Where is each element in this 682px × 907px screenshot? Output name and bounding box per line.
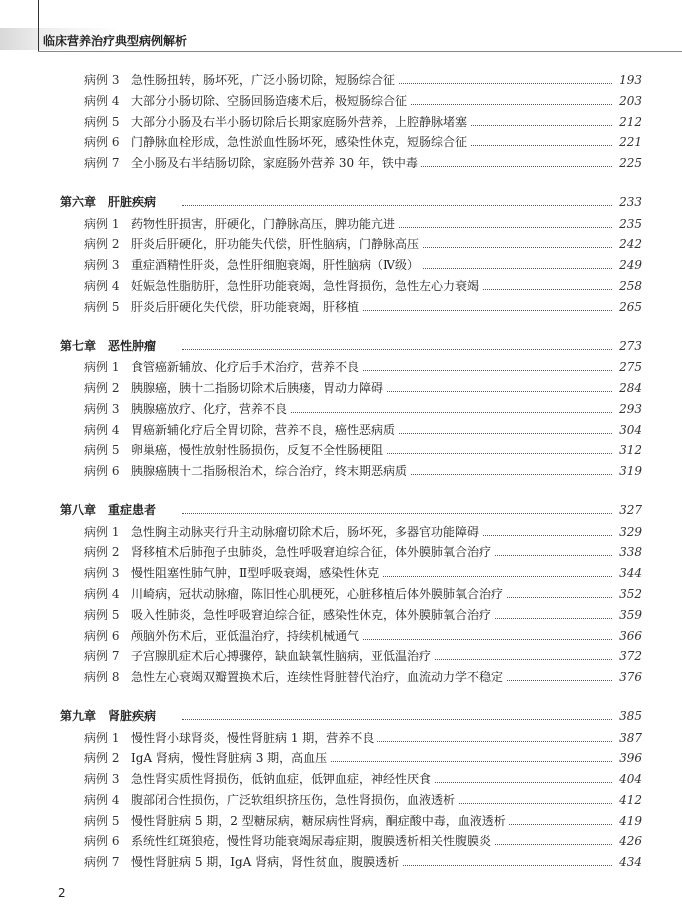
toc-entry[interactable] xyxy=(0,214,682,235)
case-description: 川崎病，冠状动脉瘤，陈旧性心肌梗死，心脏移植后体外膜肺氧合治疗 xyxy=(131,584,506,605)
case-description: 急性肾实质性肾损伤，低钠血症，低钾血症，神经性厌食 xyxy=(131,769,434,790)
toc-entry[interactable] xyxy=(0,605,682,626)
chapter-page-number: 273 xyxy=(616,336,642,357)
entry-page-number: 249 xyxy=(616,255,642,276)
entry-page-number: 387 xyxy=(616,728,642,749)
toc-entry[interactable] xyxy=(0,420,682,441)
toc-chapter-heading[interactable] xyxy=(0,500,682,521)
case-description: 大部分小肠切除、空肠回肠造瘘术后，极短肠综合征 xyxy=(131,91,410,112)
toc-chapter-heading[interactable] xyxy=(0,192,682,213)
case-description: 子宫腺肌症术后心搏骤停，缺血缺氧性脑病，亚低温治疗 xyxy=(131,646,434,667)
chapter-title: 第六章 肝脏疾病 xyxy=(60,194,157,209)
case-number: 病例 2 xyxy=(84,751,120,766)
chapter-page-number: 327 xyxy=(616,500,642,521)
entry-page-number: 404 xyxy=(616,769,642,790)
case-description: 系统性红斑狼疮，慢性肾功能衰竭尿毒症期，腹膜透析相关性腹膜炎 xyxy=(131,831,494,852)
case-number: 病例 6 xyxy=(84,464,120,479)
case-number: 病例 1 xyxy=(84,524,120,539)
case-number: 病例 8 xyxy=(84,670,120,685)
chapter-title: 第七章 恶性肿瘤 xyxy=(60,338,157,353)
toc-chapter xyxy=(0,192,682,318)
case-description: 急性胸主动脉夹行升主动脉瘤切除术后，肠坏死，多器官功能障碍 xyxy=(131,522,482,543)
page-number-folio: 2 xyxy=(58,886,66,900)
case-description: 大部分小肠及右半小肠切除后长期家庭肠外营养，上腔静脉堵塞 xyxy=(131,112,470,133)
toc-entry[interactable] xyxy=(0,626,682,647)
entry-page-number: 426 xyxy=(616,831,642,852)
entry-page-number: 242 xyxy=(616,234,642,255)
toc-entry[interactable] xyxy=(0,522,682,543)
case-description: 急性肠扭转，肠坏死，广泛小肠切除，短肠综合征 xyxy=(131,70,398,91)
toc-entry[interactable] xyxy=(0,542,682,563)
case-description: 胰腺癌放疗、化疗，营养不良 xyxy=(131,399,290,420)
dot-leader xyxy=(182,349,612,350)
toc-entry[interactable] xyxy=(0,811,682,832)
case-description: 慢性肾脏病 5 期，IgA 肾病，肾性贫血，腹膜透析 xyxy=(131,852,402,873)
case-number: 病例 7 xyxy=(84,855,120,870)
entry-page-number: 412 xyxy=(616,790,642,811)
entry-page-number: 225 xyxy=(616,153,642,174)
chapter-title: 第八章 重症患者 xyxy=(60,502,157,517)
toc-entry[interactable] xyxy=(0,91,682,112)
case-description: 卵巢癌，慢性放射性肠损伤，反复不全性肠梗阻 xyxy=(131,440,386,461)
case-description: 吸入性肺炎，急性呼吸窘迫综合征，感染性休克，体外膜肺氧合治疗 xyxy=(131,605,494,626)
toc-entry[interactable] xyxy=(0,831,682,852)
toc-entry-list xyxy=(0,728,682,874)
case-description: 胃癌新辅化疗后全胃切除，营养不良，癌性恶病质 xyxy=(131,420,398,441)
toc-entry[interactable] xyxy=(0,646,682,667)
toc-entry[interactable] xyxy=(0,132,682,153)
header-vertical-rule xyxy=(38,0,39,52)
entry-page-number: 212 xyxy=(616,112,642,133)
case-number: 病例 5 xyxy=(84,813,120,828)
toc-entry-list xyxy=(0,357,682,482)
toc-chapter xyxy=(0,500,682,688)
toc-entry[interactable] xyxy=(0,461,682,482)
toc-entry[interactable] xyxy=(0,276,682,297)
case-number: 病例 3 xyxy=(84,566,120,581)
toc-entry[interactable] xyxy=(0,153,682,174)
entry-page-number: 304 xyxy=(616,420,642,441)
toc-entry[interactable] xyxy=(0,399,682,420)
toc-entry[interactable] xyxy=(0,234,682,255)
toc-entry-list xyxy=(0,214,682,318)
case-description: 全小肠及右半结肠切除，家庭肠外营养 30 年，铁中毒 xyxy=(131,153,421,174)
case-description: 慢性肾脏病 5 期，2 型糖尿病，糖尿病性肾病，酮症酸中毒，血液透析 xyxy=(131,811,509,832)
case-number: 病例 1 xyxy=(84,730,120,745)
entry-page-number: 293 xyxy=(616,399,642,420)
case-number: 病例 7 xyxy=(84,649,120,664)
toc-entry-list xyxy=(0,522,682,688)
toc-entry[interactable] xyxy=(0,563,682,584)
chapter-title: 第九章 肾脏疾病 xyxy=(60,708,157,723)
toc-entry[interactable] xyxy=(0,790,682,811)
toc-entry[interactable] xyxy=(0,297,682,318)
entry-page-number: 258 xyxy=(616,276,642,297)
case-number: 病例 5 xyxy=(84,607,120,622)
case-number: 病例 4 xyxy=(84,278,120,293)
dot-leader xyxy=(182,205,612,206)
dot-leader xyxy=(182,719,612,720)
case-description: 胰腺癌胰十二指肠根治术，综合治疗，终末期恶病质 xyxy=(131,461,410,482)
entry-page-number: 396 xyxy=(616,748,642,769)
toc-chapter xyxy=(0,336,682,482)
entry-page-number: 359 xyxy=(616,605,642,626)
toc-chapter-heading[interactable] xyxy=(0,336,682,357)
case-description: 重症酒精性肝炎，急性肝细胞衰竭，肝性脑病（Ⅳ级） xyxy=(131,255,422,276)
entry-page-number: 193 xyxy=(616,70,642,91)
case-description: 腹部闭合性损伤，广泛软组织挤压伤，急性肾损伤，血液透析 xyxy=(131,790,458,811)
entry-page-number: 275 xyxy=(616,357,642,378)
case-number: 病例 4 xyxy=(84,792,120,807)
case-description: 妊娠急性脂肪肝，急性肝功能衰竭，急性肾损伤，急性左心力衰竭 xyxy=(131,276,482,297)
case-number: 病例 3 xyxy=(84,772,120,787)
case-description: 慢性阻塞性肺气肿，Ⅱ型呼吸衰竭，感染性休克 xyxy=(131,563,382,584)
toc-chapter xyxy=(0,70,682,174)
case-number: 病例 3 xyxy=(84,258,120,273)
entry-page-number: 235 xyxy=(616,214,642,235)
toc-entry[interactable] xyxy=(0,769,682,790)
entry-page-number: 338 xyxy=(616,542,642,563)
case-number: 病例 2 xyxy=(84,380,120,395)
case-number: 病例 5 xyxy=(84,443,120,458)
chapter-page-number: 233 xyxy=(616,192,642,213)
chapter-page-number: 385 xyxy=(616,706,642,727)
case-description: 门静脉血栓形成，急性淤血性肠坏死，感染性休克，短肠综合征 xyxy=(131,132,470,153)
case-number: 病例 1 xyxy=(84,216,120,231)
case-number: 病例 4 xyxy=(84,422,120,437)
case-number: 病例 2 xyxy=(84,237,120,252)
case-number: 病例 6 xyxy=(84,628,120,643)
header-horizontal-rule xyxy=(38,51,682,52)
dot-leader xyxy=(182,513,612,514)
case-description: 胰腺癌，胰十二指肠切除术后胰瘘，胃动力障碍 xyxy=(131,378,386,399)
case-number: 病例 4 xyxy=(84,93,120,108)
case-description: IgA 肾病，慢性肾脏病 3 期，高血压 xyxy=(131,748,330,769)
toc-entry[interactable] xyxy=(0,728,682,749)
toc-entry-list xyxy=(0,70,682,174)
case-description: 肝炎后肝硬化失代偿，肝功能衰竭，肝移植 xyxy=(131,297,362,318)
table-of-contents xyxy=(0,70,682,891)
entry-page-number: 221 xyxy=(616,132,642,153)
entry-page-number: 366 xyxy=(616,626,642,647)
toc-entry[interactable] xyxy=(0,70,682,91)
case-description: 慢性肾小球肾炎，慢性肾脏病 1 期，营养不良 xyxy=(131,728,377,749)
entry-page-number: 284 xyxy=(616,378,642,399)
case-number: 病例 5 xyxy=(84,114,120,129)
toc-entry[interactable] xyxy=(0,378,682,399)
case-number: 病例 6 xyxy=(84,135,120,150)
case-number: 病例 7 xyxy=(84,156,120,171)
entry-page-number: 319 xyxy=(616,461,642,482)
case-description: 急性左心衰竭双瓣置换术后，连续性肾脏替代治疗，血流动力学不稳定 xyxy=(131,667,506,688)
case-number: 病例 1 xyxy=(84,360,120,375)
entry-page-number: 376 xyxy=(616,667,642,688)
entry-page-number: 372 xyxy=(616,646,642,667)
entry-page-number: 329 xyxy=(616,522,642,543)
entry-page-number: 265 xyxy=(616,297,642,318)
case-number: 病例 3 xyxy=(84,73,120,87)
case-number: 病例 5 xyxy=(84,299,120,314)
toc-chapter-heading[interactable] xyxy=(0,706,682,727)
case-number: 病例 3 xyxy=(84,401,120,416)
toc-entry[interactable] xyxy=(0,112,682,133)
toc-entry[interactable] xyxy=(0,357,682,378)
entry-page-number: 203 xyxy=(616,91,642,112)
entry-page-number: 344 xyxy=(616,563,642,584)
case-number: 病例 4 xyxy=(84,586,120,601)
entry-page-number: 434 xyxy=(616,852,642,873)
case-description: 药物性肝损害，肝硬化，门静脉高压，脾功能亢进 xyxy=(131,214,398,235)
toc-entry[interactable] xyxy=(0,667,682,688)
toc-entry[interactable] xyxy=(0,852,682,873)
running-header-title: 临床营养治疗典型病例解析 xyxy=(43,34,188,48)
case-description: 肾移植术后肺孢子虫肺炎，急性呼吸窘迫综合征，体外膜肺氧合治疗 xyxy=(131,542,494,563)
entry-page-number: 419 xyxy=(616,811,642,832)
entry-page-number: 312 xyxy=(616,440,642,461)
toc-entry[interactable] xyxy=(0,440,682,461)
entry-page-number: 352 xyxy=(616,584,642,605)
toc-entry[interactable] xyxy=(0,584,682,605)
case-description: 颅脑外伤术后，亚低温治疗，持续机械通气 xyxy=(131,626,362,647)
case-description: 肝炎后肝硬化，肝功能失代偿，肝性脑病，门静脉高压 xyxy=(131,234,422,255)
case-number: 病例 6 xyxy=(84,834,120,849)
toc-entry[interactable] xyxy=(0,748,682,769)
case-description: 食管癌新辅放、化疗后手术治疗，营养不良 xyxy=(131,357,362,378)
toc-chapter xyxy=(0,706,682,873)
case-number: 病例 2 xyxy=(84,545,120,560)
toc-entry[interactable] xyxy=(0,255,682,276)
